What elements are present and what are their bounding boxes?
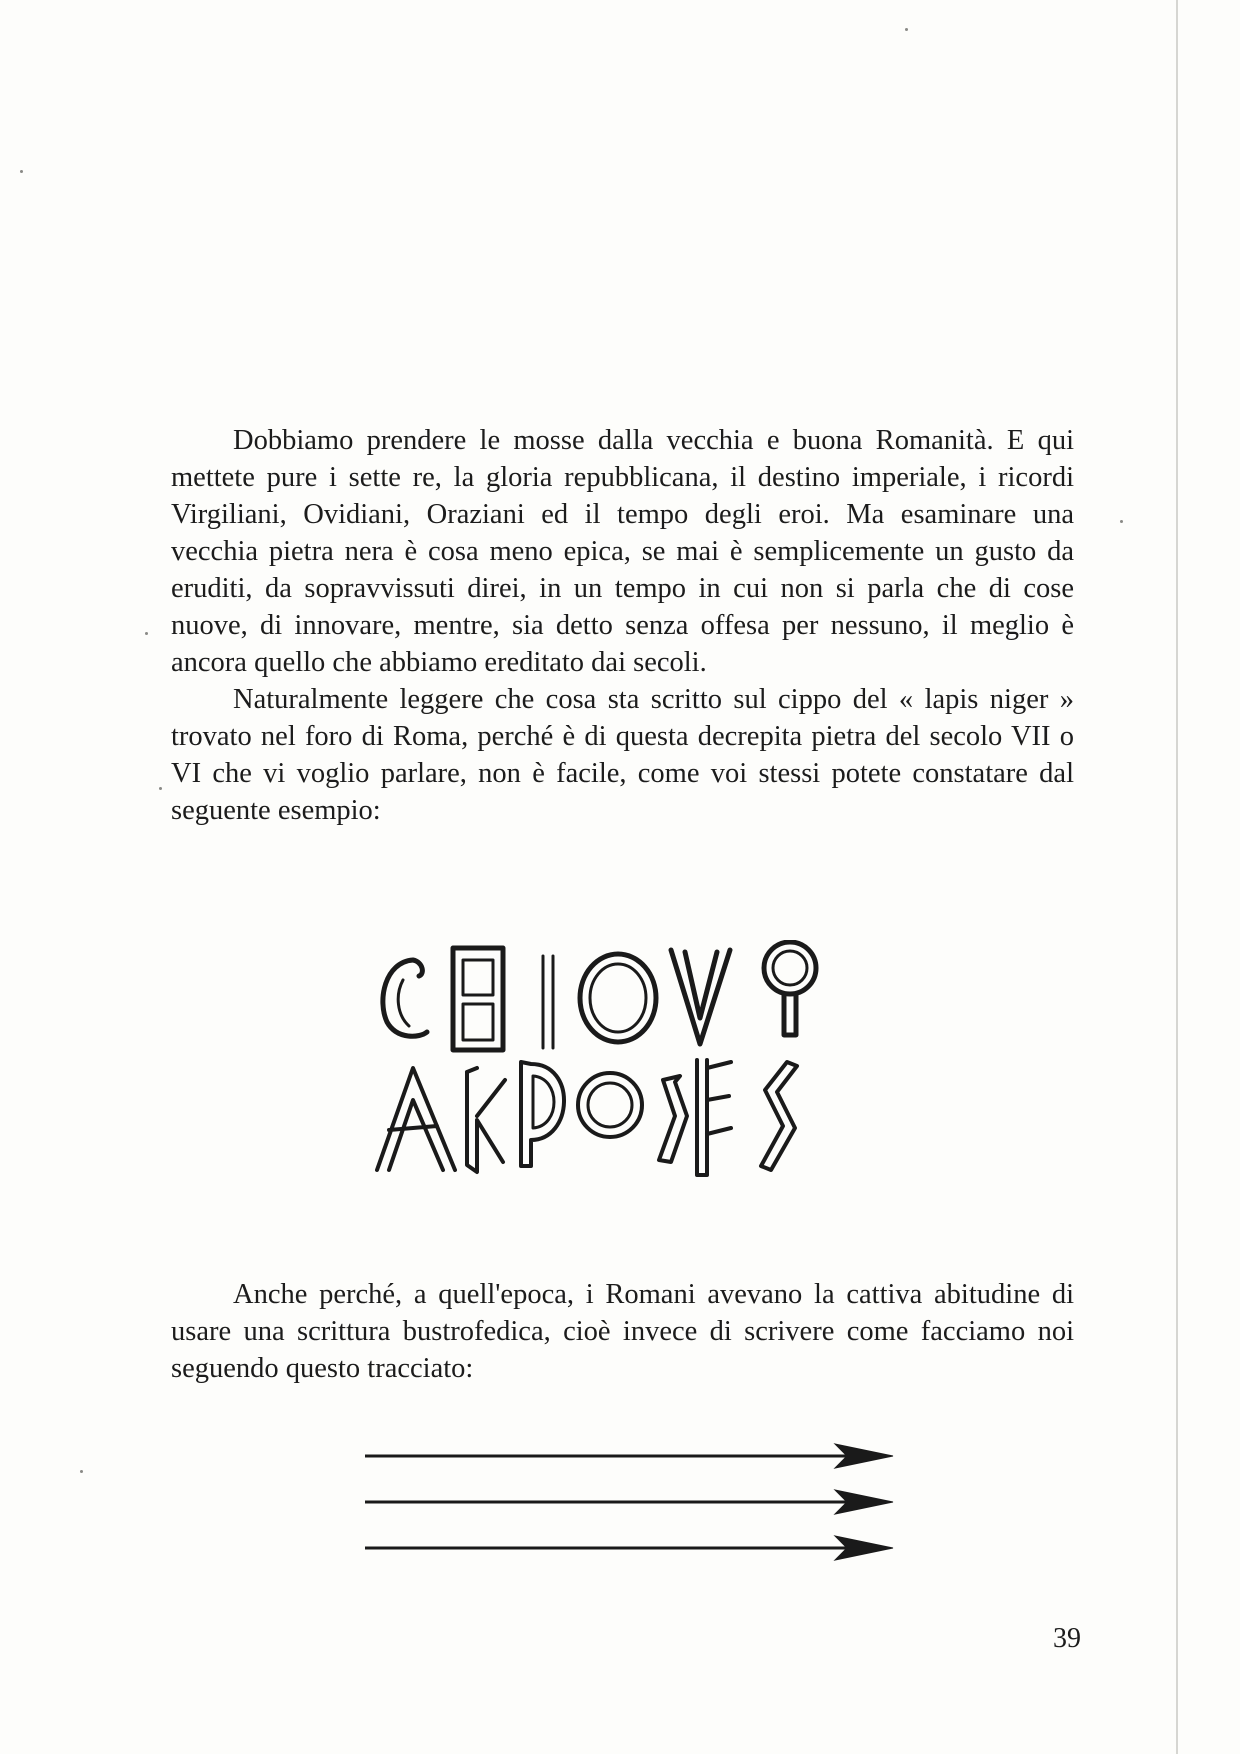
glyph-o-inner — [398, 980, 409, 1026]
glyph-e — [697, 1060, 731, 1175]
arrow-3 — [365, 1536, 893, 1560]
glyph-heta-lower — [463, 1004, 493, 1040]
glyph-o-partial — [383, 960, 427, 1036]
glyph-i — [543, 956, 553, 1048]
glyph-s — [659, 1076, 687, 1162]
glyph-o-inner — [590, 964, 646, 1032]
glyph-heta-upper — [463, 960, 493, 995]
text-block-upper — [171, 422, 1074, 829]
text-block-lower — [171, 1276, 1074, 1387]
glyph-a — [377, 1068, 455, 1170]
scan-speck — [80, 1470, 83, 1473]
page-number: 39 — [1053, 1623, 1081, 1654]
lapis-niger-inscription — [375, 940, 895, 1185]
arrow-1 — [365, 1444, 893, 1468]
writing-direction-arrows — [365, 1438, 905, 1568]
scan-speck — [20, 170, 23, 173]
paragraph-3: Anche perché, a quell'epoca, i Romani avevano la cattiva abitudine di usare una scrittura bustrofedica, cioè invece di scrivere come facciamo noi seguendo questo tracciato: — [171, 1279, 1074, 1384]
glyph-s2 — [761, 1062, 797, 1170]
arrow-2 — [365, 1490, 893, 1514]
page-edge — [1176, 0, 1178, 1754]
scan-speck — [905, 28, 908, 31]
glyph-v — [671, 950, 730, 1044]
paragraph-1: Dobbiamo prendere le mosse dalla vecchia e buona Romanità. E qui mettete pure i sette re, la gloria repubblicana, il destino imperiale, i ricordi Virgiliani, Ovidiani, Oraziani ed il tempo degli eroi. Ma esaminare una vecchia pietra nera è cosa meno epica, se mai è semplicemente un gusto da eruditi, da sopravvissuti direi, in un tempo in cui non si parla che di cose nuove, di innovare, mentre, sia detto senza offesa per nessuno, il meglio è ancora quello che abbiamo ereditato dai secoli. — [171, 425, 1074, 678]
scan-speck — [145, 632, 148, 635]
glyph-k — [467, 1068, 505, 1172]
glyph-koppa-stem — [784, 994, 796, 1035]
glyph-heta-outer — [453, 948, 503, 1050]
scan-speck — [159, 787, 162, 790]
paragraph-2: Naturalmente leggere che cosa sta scritto sul cippo del « lapis niger » trovato nel foro di Roma, perché è di questa decrepita pietra del secolo VII o VI che vi voglio parlare, non è facile, come voi stessi potete constatare dal seguente esempio: — [171, 684, 1074, 826]
scan-speck — [1120, 520, 1123, 523]
